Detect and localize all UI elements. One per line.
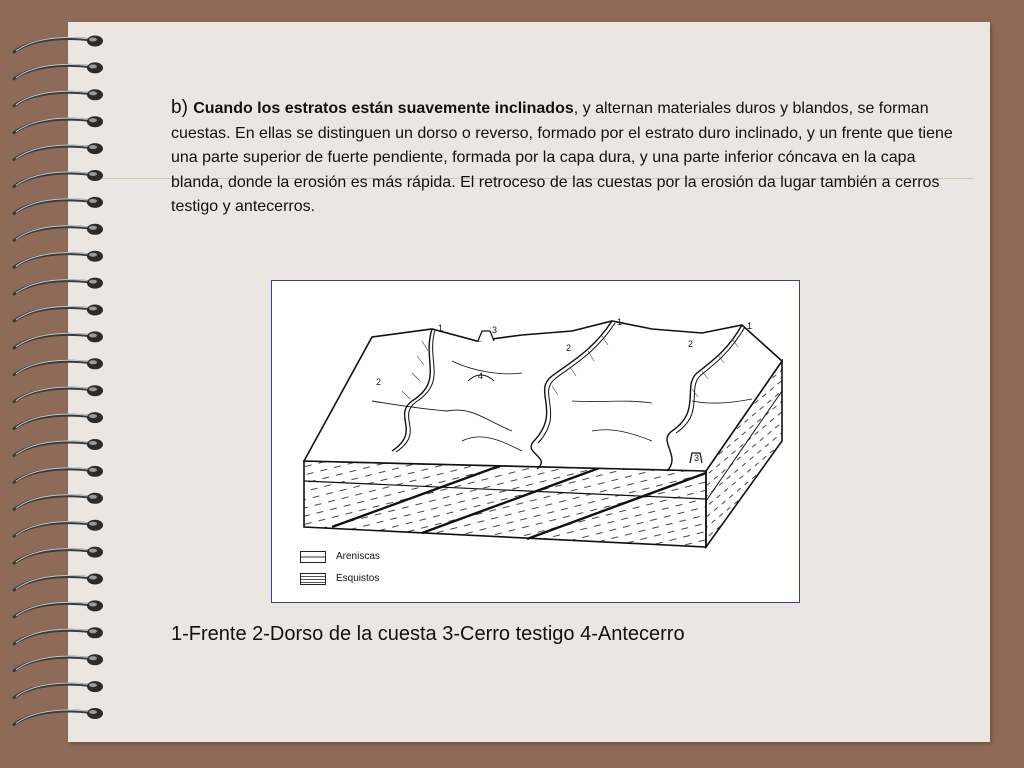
spiral-ring-icon: [14, 520, 103, 537]
spiral-binding: [0, 0, 120, 768]
spiral-ring-icon: [14, 358, 103, 375]
legend-label: Esquistos: [336, 573, 380, 584]
label-dorso-3: 2: [688, 339, 694, 349]
spiral-ring-icon: [14, 305, 103, 322]
sandstone-swatch-icon: [300, 551, 326, 563]
spiral-ring-icon: [14, 385, 103, 402]
label-frente-2: 1: [617, 317, 623, 327]
spiral-ring-icon: [14, 224, 103, 241]
block-front-face: [304, 461, 706, 547]
spiral-ring-icon: [14, 574, 103, 591]
spiral-ring-icon: [14, 116, 103, 133]
spiral-ring-icon: [14, 654, 103, 671]
figure-caption: 1-Frente 2-Dorso de la cuesta 3-Cerro testigo 4-Antecerro: [171, 623, 685, 645]
spiral-ring-icon: [14, 708, 103, 725]
label-antecerro: 4: [478, 371, 484, 381]
cuesta-block-diagram: [271, 280, 800, 603]
body-paragraph: [171, 96, 961, 220]
label-dorso-2: 2: [566, 343, 572, 353]
spiral-ring-icon: [14, 466, 103, 483]
block-top-surface: [304, 321, 782, 471]
spiral-ring-icon: [14, 627, 103, 644]
spiral-ring-icon: [14, 493, 103, 510]
label-dorso-1: 2: [376, 377, 382, 387]
spiral-ring-icon: [14, 170, 103, 187]
paragraph-lead: b): [171, 97, 194, 118]
spiral-ring-icon: [14, 36, 103, 53]
label-cerro-testigo-2: 3: [694, 453, 700, 463]
spiral-ring-icon: [14, 600, 103, 617]
spiral-ring-icon: [14, 681, 103, 698]
spiral-ring-icon: [14, 439, 103, 456]
label-frente-1: 1: [438, 323, 444, 333]
spiral-ring-icon: [14, 143, 103, 160]
paragraph-text: , y alternan materiales duros y blandos, se forman cuestas. En ellas se distinguen un dorso o reverso, formado por el estrato duro inclinado, y un frente que tiene una parte superior de fuerte pendiente, formada por la capa dura, y una parte inferior cóncava en la capa blanda, donde la erosión es más rápida. El retroceso de las cuestas por la erosión da lugar también a cerros testigo y antecerros.: [171, 100, 953, 215]
schist-swatch-icon: [300, 573, 326, 585]
spiral-ring-icon: [14, 197, 103, 214]
spiral-ring-icon: [14, 89, 103, 106]
spiral-ring-icon: [14, 331, 103, 348]
legend-label: Areniscas: [336, 551, 380, 562]
label-frente-3: 1: [747, 321, 753, 331]
spiral-ring-icon: [14, 62, 103, 79]
spiral-ring-icon: [14, 278, 103, 295]
label-cerro-testigo-1: 3: [492, 325, 498, 335]
spiral-ring-icon: [14, 251, 103, 268]
spiral-ring-icon: [14, 412, 103, 429]
paragraph-bold-text: Cuando los estratos están suavemente inclinados: [193, 100, 574, 117]
spiral-ring-icon: [14, 547, 103, 564]
